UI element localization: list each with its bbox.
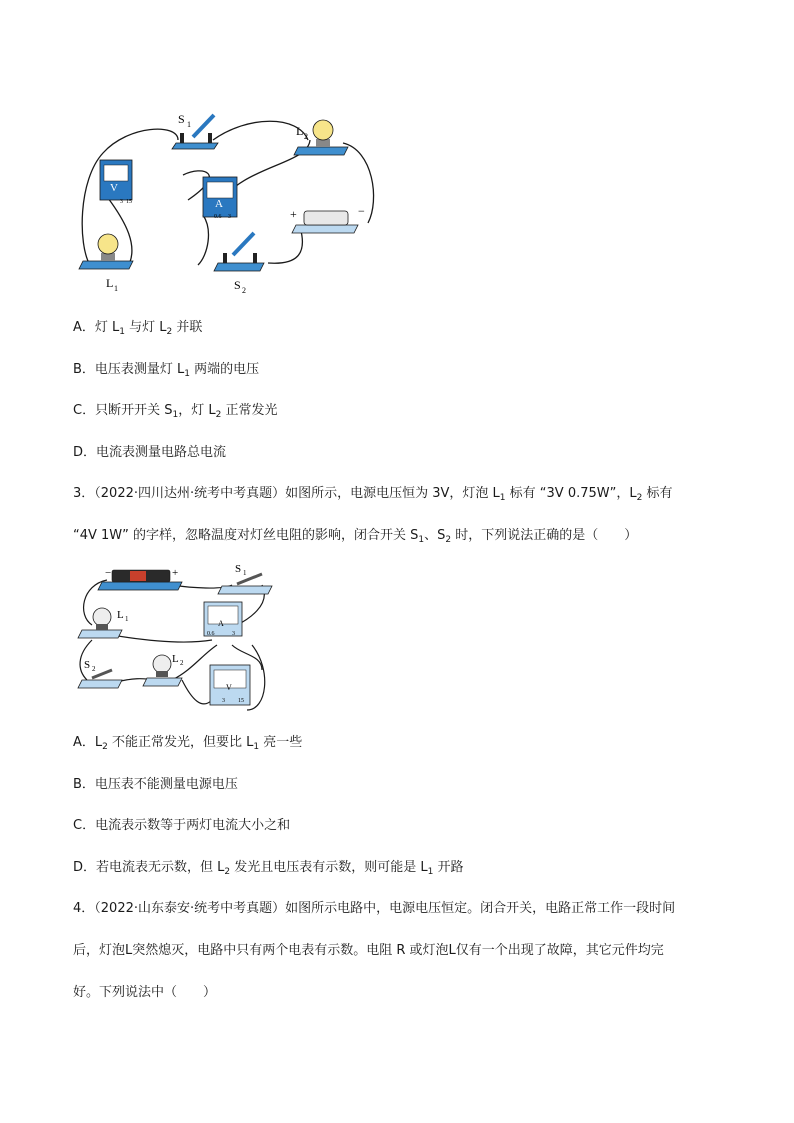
- q3-option-d-sub-1: 2: [224, 867, 231, 877]
- battery-2: [98, 567, 182, 590]
- q3-line2-sub-1: 1: [418, 535, 425, 545]
- ammeter-1-scale-06: 0.6: [214, 214, 222, 220]
- ammeter-2-scale-3: 3: [232, 631, 235, 637]
- q2-option-d-text-1: D．电流表测量电路总电流: [73, 445, 227, 460]
- q2-option-a-sub-1: 1: [119, 327, 126, 337]
- voltmeter-1-scale-3: 3: [120, 199, 123, 205]
- q3-line2-text-1: “4V 1W” 的字样，忽略温度对灯丝电阻的影响，闭合开关 S: [73, 528, 419, 543]
- switch-s2: [214, 233, 264, 295]
- voltmeter-2-scale-15: 15: [238, 698, 244, 704]
- q3-line1-sub-2: 2: [636, 493, 643, 503]
- label2-s2: S: [84, 659, 91, 671]
- q3-option-d: [73, 860, 464, 880]
- label-battery-plus: +: [290, 207, 297, 221]
- voltmeter-1-scale-15: 15: [126, 199, 132, 205]
- q3-option-a: [73, 735, 302, 755]
- label-ammeter-2: A: [218, 619, 224, 628]
- q3-line1-text-3: 标有: [642, 486, 673, 501]
- switch2-s2: [78, 659, 122, 688]
- label-s2: S: [234, 278, 241, 292]
- q3-line1-sub-1: 1: [499, 493, 506, 503]
- label-l2: L: [296, 124, 304, 138]
- label2-s1-sub: 1: [243, 569, 247, 577]
- ammeter-2: [204, 602, 242, 637]
- q2-option-a-text-3: 并联: [172, 320, 203, 335]
- q3-line2-text-2: 、S: [424, 528, 446, 543]
- q3-line1-text-1: 3．（2022·四川达州·统考中考真题）如图所示，电源电压恒为 3V，灯泡 L: [73, 486, 500, 501]
- circuit-figure-2: [72, 560, 282, 720]
- q3-option-a-text-3: 亮一些: [259, 735, 303, 750]
- battery-1: [290, 204, 365, 233]
- ammeter-2-scale-06: 0.6: [207, 631, 215, 637]
- ammeter-1: [203, 177, 237, 220]
- q3-option-d-text-2: 发光且电压表有示数，则可能是 L: [230, 860, 428, 875]
- label-l1-sub: 1: [114, 284, 118, 293]
- label-s2-sub: 2: [242, 286, 246, 295]
- q2-option-b-text-2: 两端的电压: [190, 362, 260, 377]
- q2-option-b: [73, 362, 259, 382]
- q3-option-c: [73, 818, 290, 834]
- q2-option-a: [73, 320, 202, 340]
- q3-stem-line-1: [73, 486, 672, 506]
- q2-option-c-text-1: C．只断开开关 S: [73, 403, 173, 418]
- lamp2-l1: [78, 608, 129, 638]
- voltmeter-1: [100, 160, 132, 205]
- label-battery-minus: −: [358, 204, 365, 218]
- q2-option-d: [73, 445, 226, 461]
- q3-option-b-text-1: B．电压表不能测量电源电压: [73, 777, 238, 792]
- label-voltmeter-2: V: [226, 683, 232, 692]
- label2-l1-sub: 1: [125, 615, 129, 623]
- q2-option-c-text-3: 正常发光: [221, 403, 278, 418]
- q3-option-a-text-2: 不能正常发光，但要比 L: [107, 735, 254, 750]
- q3-option-a-text-1: A．L: [73, 735, 103, 750]
- q3-line2-sub-2: 2: [445, 535, 452, 545]
- label2-l2: L: [172, 653, 179, 665]
- q2-option-a-text-2: 与灯 L: [125, 320, 167, 335]
- q3-option-d-text-1: D．若电流表无示数，但 L: [73, 860, 225, 875]
- q2-option-c-sub-2: 2: [215, 410, 222, 420]
- label-l1: L: [106, 276, 114, 290]
- q2-option-b-text-1: B．电压表测量灯 L: [73, 362, 185, 377]
- q3-option-b: [73, 777, 238, 793]
- label2-l2-sub: 2: [180, 659, 184, 667]
- label-battery2-plus: +: [172, 567, 179, 579]
- q3-line1-text-2: 标有 “3V 0.75W”，L: [505, 486, 637, 501]
- q4-stem-line-3: 好。下列说法中（ ）: [73, 985, 217, 1000]
- lamp2-l2: [143, 653, 184, 686]
- switch2-s1: [218, 563, 272, 594]
- label2-s1: S: [235, 563, 242, 575]
- q2-option-a-text-1: A．灯 L: [73, 320, 120, 335]
- lamp-l1: [79, 234, 133, 293]
- q2-option-a-sub-2: 2: [166, 327, 173, 337]
- q3-line2-text-3: 时，下列说法正确的是（ ）: [451, 528, 638, 543]
- lamp-l2: [294, 120, 348, 155]
- circuit-figure-1: [68, 105, 388, 295]
- q2-option-c: [73, 403, 277, 423]
- q3-option-a-sub-2: 1: [253, 742, 260, 752]
- q3-option-d-sub-2: 1: [427, 867, 434, 877]
- q3-stem-line-2: [73, 528, 637, 548]
- label-l2-sub: 2: [304, 132, 308, 141]
- label2-l1: L: [117, 609, 124, 621]
- q2-option-c-sub-1: 1: [172, 410, 179, 420]
- label-s1-sub: 1: [187, 120, 191, 129]
- q2-option-c-text-2: ，灯 L: [178, 403, 216, 418]
- q2-option-b-sub-1: 1: [184, 369, 191, 379]
- q3-option-c-text-1: C．电流表示数等于两灯电流大小之和: [73, 818, 291, 833]
- q4-stem-line-1: 4．（2022·山东泰安·统考中考真题）如图所示电路中，电源电压恒定。闭合开关，电路正常工作一段时间: [73, 901, 676, 916]
- q3-option-d-text-3: 开路: [433, 860, 464, 875]
- q3-option-a-sub-1: 2: [102, 742, 108, 752]
- voltmeter-2: [210, 665, 250, 705]
- voltmeter-2-scale-3: 3: [222, 698, 225, 704]
- label-voltmeter-1: V: [110, 182, 118, 194]
- label-battery2-minus: −: [105, 567, 112, 579]
- label-ammeter-1: A: [215, 198, 223, 210]
- label2-s2-sub: 2: [92, 665, 96, 673]
- label-s1: S: [178, 112, 185, 126]
- q4-stem-line-2: 后，灯泡L突然熄灭，电路中只有两个电表有示数。电阻 R 或灯泡L仅有一个出现了故障，其它元件均完: [73, 943, 664, 958]
- switch-s1: [172, 112, 218, 149]
- ammeter-1-scale-3: 3: [228, 214, 231, 220]
